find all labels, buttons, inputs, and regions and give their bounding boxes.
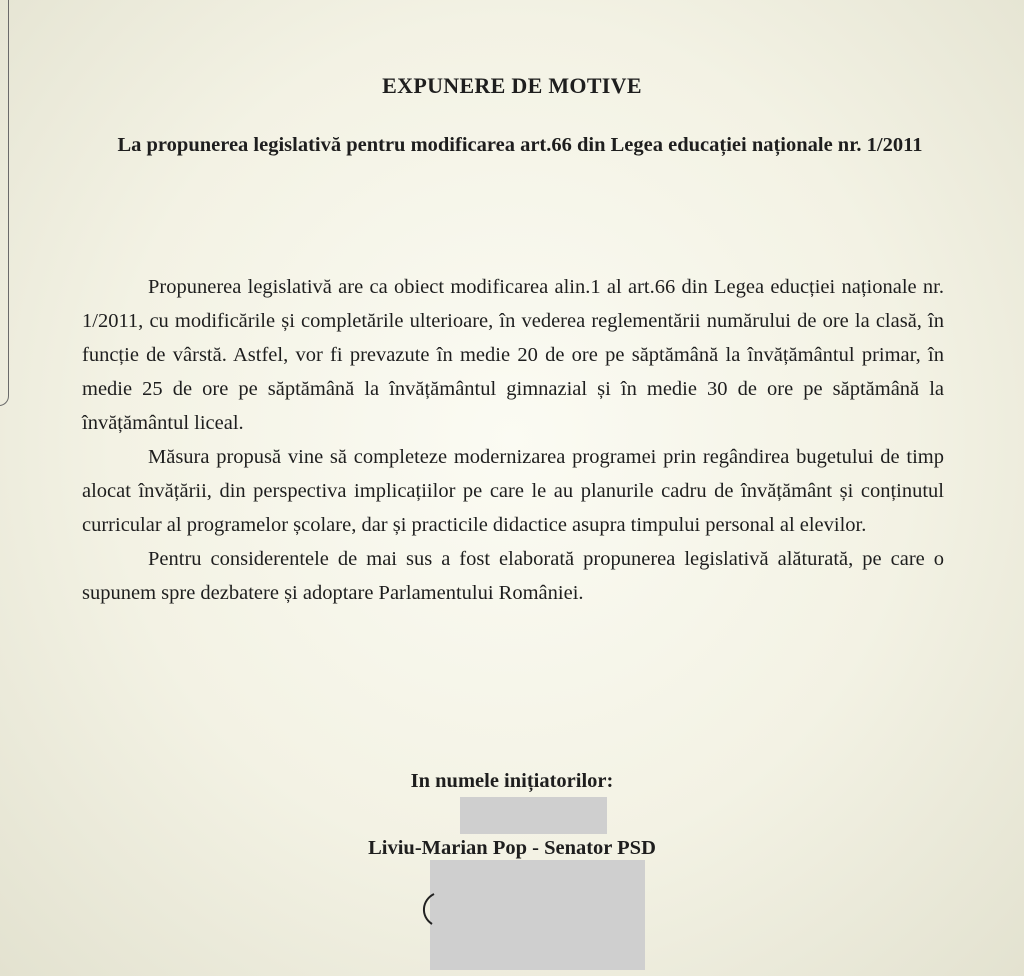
paragraph-1: Propunerea legislativă are ca obiect modificarea alin.1 al art.66 din Legea educției naționale nr. 1/2011, cu modificările și completările ulterioare, în vederea reglementării numărului de ore la clasă, în funcție de vârstă. Astfel, vor fi prevazute în medie 20 de ore pe săptămână la învățământul primar, în medie 25 de ore pe săptămână la învățământul gimnazial și în medie 30 de ore pe săptămână la învățământul liceal. xyxy=(82,276,944,434)
signature-redaction-box xyxy=(430,860,645,970)
redaction-box xyxy=(460,797,607,834)
signature-heading: In numele inițiatorilor: xyxy=(410,770,614,792)
paragraph-2: Măsura propusă vine să completeze modernizarea programei prin regândirea bugetului de timp alocat învățării, din perspectiva implicațiilor pe care le au planurile cadru de învățământ și conținutul curricular al programelor școlare, dar și practicile didactice asupra timpului personal al elevilor. xyxy=(82,446,944,536)
document-body xyxy=(82,270,944,610)
paragraph-3: Pentru considerentele de mai sus a fost elaborată propunerea legislativă alăturată, pe care o supunem spre dezbatere și adoptare Parlamentului României. xyxy=(82,548,944,604)
signature-stroke xyxy=(418,890,438,930)
page-edge-line xyxy=(0,0,9,406)
signatory-name: Liviu-Marian Pop - Senator PSD xyxy=(368,837,656,859)
document-subtitle: La propunerea legislativă pentru modificarea art.66 din Legea educației naționale nr. 1/2011 xyxy=(117,134,923,156)
document-title: EXPUNERE DE MOTIVE xyxy=(382,73,642,98)
